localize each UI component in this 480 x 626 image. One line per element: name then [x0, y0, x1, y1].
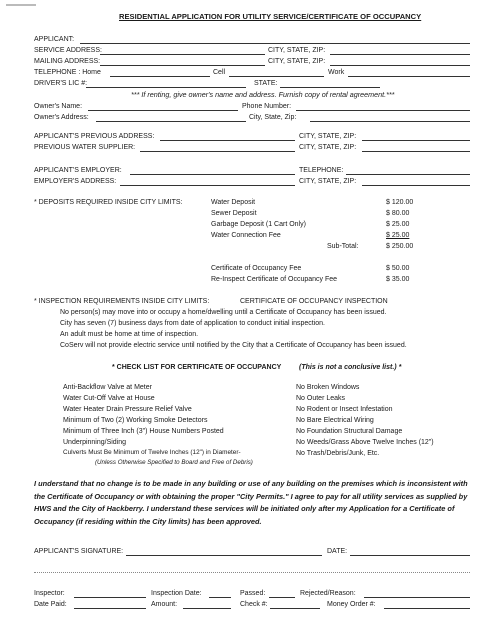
prev-address-field[interactable] [160, 140, 295, 141]
employer-telephone-field[interactable] [346, 174, 470, 175]
inspection-heading: * INSPECTION REQUIREMENTS INSIDE CITY LIMITS: [34, 298, 210, 305]
checklist-left-note: (Unless Otherwise Specified to Board and Free of Debris) [95, 459, 253, 466]
applicant-field[interactable] [80, 43, 470, 44]
cell-label: Cell [213, 69, 226, 76]
owners-address-label: Owner's Address: [34, 114, 89, 121]
check-label: Check #: [240, 601, 268, 608]
passed-label: Passed: [240, 590, 266, 597]
owners-name-field[interactable] [88, 110, 238, 111]
employer-csz-field[interactable] [362, 185, 470, 186]
mailing-csz-label: CITY, STATE, ZIP: [268, 58, 326, 65]
owners-csz-field[interactable] [310, 121, 470, 122]
checklist-item: Water Cut-Off Valve at House [63, 395, 155, 402]
checklist-item: No Trash/Debris/Junk, Etc. [296, 450, 380, 457]
inspection-line: CoServ will not provide electric service until notified by the City that a Certificate of Occupancy has been issued. [60, 342, 407, 349]
check-field[interactable] [270, 608, 320, 609]
service-csz-field[interactable] [330, 54, 470, 55]
cell-field[interactable] [229, 76, 324, 77]
date-paid-label: Date Paid: [34, 601, 67, 608]
inspection-line: City has seven (7) business days from date of application to conduct initial inspection. [60, 320, 325, 327]
deposit-label: Sewer Deposit [211, 210, 257, 217]
state-field[interactable] [280, 87, 380, 88]
amount-label: Amount: [151, 601, 178, 608]
page-title: RESIDENTIAL APPLICATION FOR UTILITY SERVICE/CERTIFICATE OF OCCUPANCY [119, 12, 422, 21]
checklist-item: Minimum of Three Inch (3") House Numbers Posted [63, 428, 224, 435]
subtotal-amount: $ 250.00 [386, 243, 414, 250]
owners-address-field[interactable] [96, 121, 246, 122]
amount-field[interactable] [183, 608, 231, 609]
mailing-address-field[interactable] [100, 65, 265, 66]
signature-label: APPLICANT'S SIGNATURE: [34, 548, 124, 555]
agreement-paragraph: I understand that no change is to be made in any building or use of any building on the premises which is inconsistent with the Certificate of Occupancy or with obtaining the proper "City Permits." I agree to pay for all utility services as supplied by HWS and the City of Hackberry. I understand these services will be initiated only after my Application for a Certificate of Occupancy (if residing within the City limits) has been approved. [34, 479, 468, 526]
deposit-label: Water Connection Fee [211, 232, 281, 239]
prev-address-label: APPLICANT'S PREVIOUS ADDRESS: [34, 133, 155, 140]
work-field[interactable] [348, 76, 470, 77]
drivers-lic-field[interactable] [86, 87, 246, 88]
passed-field[interactable] [269, 597, 295, 598]
mailing-address-label: MAILING ADDRESS: [34, 58, 101, 65]
state-label: STATE: [254, 80, 278, 87]
employer-csz-label: CITY, STATE, ZIP: [299, 178, 357, 185]
inspection-line: No person(s) may move into or occupy a home/dwelling until a Certificate of Occupancy has been issued. [60, 309, 387, 316]
date-label: DATE: [327, 548, 348, 555]
rejected-field[interactable] [364, 597, 470, 598]
money-order-label: Money Order #: [327, 601, 376, 608]
money-order-field[interactable] [384, 608, 470, 609]
deposit-amount: $ 25.00 [386, 232, 410, 239]
checklist-note: (This is not a conclusive list.) * [299, 364, 402, 371]
owners-csz-label: City, State, Zip: [249, 114, 297, 121]
inspection-heading-2: CERTIFICATE OF OCCUPANCY INSPECTION [240, 298, 388, 305]
prev-water-csz-label: CITY, STATE, ZIP: [299, 144, 357, 151]
telephone-home-field[interactable] [110, 76, 210, 77]
checklist-item: No Rodent or Insect Infestation [296, 406, 393, 413]
deposit-label: Garbage Deposit (1 Cart Only) [211, 221, 306, 228]
prev-water-field[interactable] [140, 151, 295, 152]
fee-label: Re-Inspect Certificate of Occupancy Fee [211, 276, 338, 283]
employer-label: APPLICANT'S EMPLOYER: [34, 167, 122, 174]
applicant-label: APPLICANT: [34, 36, 75, 43]
employer-address-field[interactable] [120, 185, 295, 186]
prev-csz-field[interactable] [362, 140, 470, 141]
fee-label: Certificate of Occupancy Fee [211, 265, 302, 272]
prev-water-label: PREVIOUS WATER SUPPLIER: [34, 144, 136, 151]
signature-field[interactable] [126, 555, 322, 556]
scan-mark [6, 4, 36, 6]
checklist-item: Underpinning/Siding [63, 439, 127, 446]
mailing-csz-field[interactable] [330, 65, 470, 66]
inspection-line: An adult must be home at time of inspection. [60, 331, 199, 338]
checklist-item: No Broken Windows [296, 384, 360, 391]
owners-name-label: Owner's Name: [34, 103, 83, 110]
service-csz-label: CITY, STATE, ZIP: [268, 47, 326, 54]
renting-note: *** If renting, give owner's name and address. Furnish copy of rental agreement.*** [131, 90, 395, 99]
checklist-item: Minimum of Two (2) Working Smoke Detectors [63, 417, 208, 424]
work-label: Work [328, 69, 345, 76]
checklist-heading: * CHECK LIST FOR CERTIFICATE OF OCCUPANCY [112, 364, 282, 371]
fee-amount: $ 35.00 [386, 276, 410, 283]
employer-address-label: EMPLOYER'S ADDRESS: [34, 178, 117, 185]
subtotal-label: Sub-Total: [327, 243, 359, 250]
date-field[interactable] [350, 555, 470, 556]
service-address-label: SERVICE ADDRESS: [34, 47, 102, 54]
inspector-label: Inspector: [34, 590, 65, 597]
checklist-item: No Weeds/Grass Above Twelve Inches (12") [296, 439, 434, 446]
employer-field[interactable] [130, 174, 295, 175]
checklist-item: Culverts Must Be Minimum of Twelve Inches (12") in Diameter- [63, 449, 241, 456]
checklist-item: Water Heater Drain Pressure Relief Valve [63, 406, 192, 413]
inspection-date-label: Inspection Date: [151, 590, 202, 597]
date-paid-field[interactable] [74, 608, 146, 609]
checklist-item: No Foundation Structural Damage [296, 428, 403, 435]
checklist-item: No Bare Electrical Wiring [296, 417, 374, 424]
deposit-amount: $ 80.00 [386, 210, 410, 217]
employer-telephone-label: TELEPHONE: [299, 167, 344, 174]
phone-number-field[interactable] [296, 110, 470, 111]
prev-csz-label: CITY, STATE, ZIP: [299, 133, 357, 140]
deposits-heading: * DEPOSITS REQUIRED INSIDE CITY LIMITS: [34, 199, 183, 206]
deposit-amount: $ 120.00 [386, 199, 414, 206]
telephone-home-label: TELEPHONE : Home [34, 69, 101, 76]
fee-amount: $ 50.00 [386, 265, 410, 272]
service-address-field[interactable] [100, 54, 265, 55]
phone-number-label: Phone Number: [242, 103, 292, 110]
prev-water-csz-field[interactable] [362, 151, 470, 152]
inspector-field[interactable] [74, 597, 146, 598]
deposit-amount: $ 25.00 [386, 221, 410, 228]
office-use-divider [34, 572, 470, 573]
rejected-label: Rejected/Reason: [300, 590, 356, 597]
drivers-lic-label: DRIVER'S LIC #: [34, 80, 88, 87]
deposit-label: Water Deposit [211, 199, 256, 206]
checklist-item: No Outer Leaks [296, 395, 346, 402]
inspection-date-field[interactable] [209, 597, 231, 598]
checklist-item: Anti-Backflow Valve at Meter [63, 384, 152, 391]
